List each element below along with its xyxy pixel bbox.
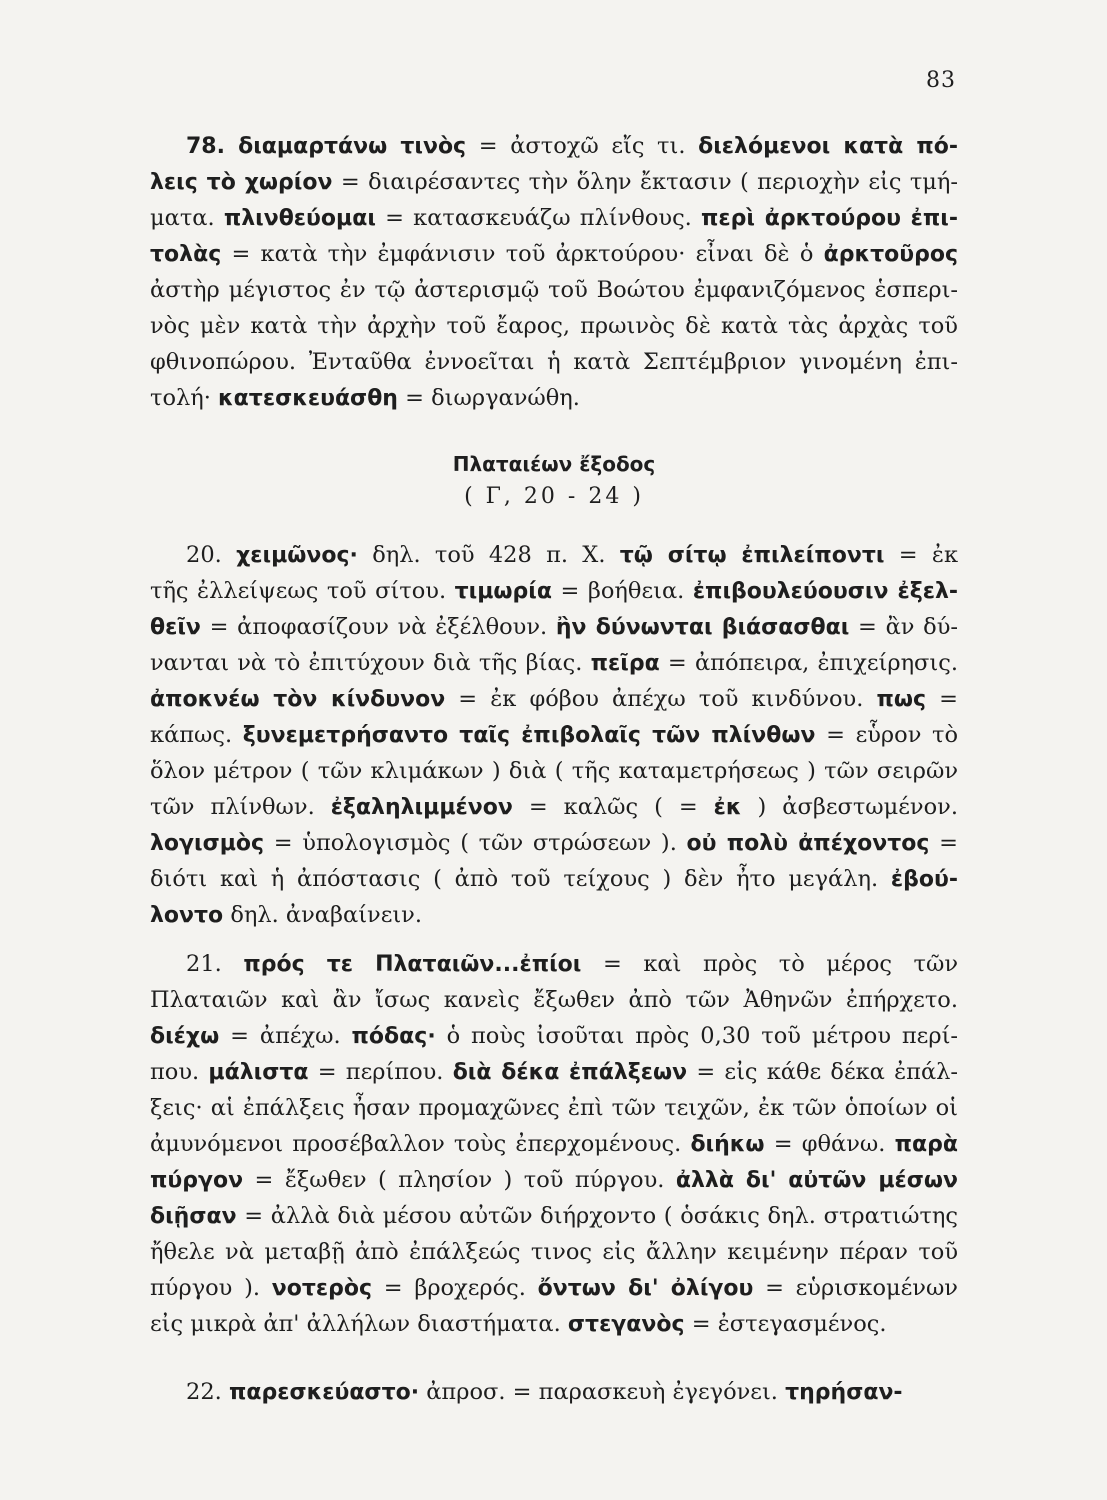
gloss-text: = κατὰ τὴν ἐμφάνισιν τοῦ ἀρκτούρου· εἶναι δὲ ὁ (221, 241, 824, 267)
text-line (150, 380, 958, 416)
lemma-term: ξυνεμετρήσαντο ταῖς ἐπιβολαῖς τῶν πλίνθων (242, 723, 816, 748)
gloss-text: = εἰς κάθε δέκα ἐπάλ- (687, 1059, 958, 1085)
gloss-text: ματα. (150, 205, 224, 231)
lemma-term: ἐπιβουλεύουσιν ἐξελ- (692, 579, 958, 604)
gloss-text: = ἀπέχω. (219, 1023, 352, 1049)
lemma-term: πως (876, 687, 927, 712)
lemma-term: 78. διαμαρτάνω τινὸς (186, 134, 467, 159)
gloss-text: ) ἀσβεστωμένον. (741, 794, 958, 820)
text-line (150, 1270, 958, 1306)
text-line (150, 982, 958, 1018)
lemma-term: ἐβού- (890, 867, 958, 892)
lemma-term: διελόμενοι κατὰ πό- (698, 134, 958, 159)
lemma-term: τιμωρία (454, 579, 552, 604)
lemma-term: ἀποκνέω τὸν κίνδυνον (150, 687, 446, 712)
lemma-term: χειμῶνος· (236, 543, 358, 568)
lemma-term: οὐ πολὺ ἀπέχοντος (686, 831, 930, 856)
lemma-term: ὄντων δι' ὀλίγου (537, 1276, 754, 1301)
gloss-text: 22. (186, 1379, 229, 1405)
text-line (150, 753, 958, 789)
text-line (150, 946, 958, 982)
lemma-term: διέχω (150, 1024, 220, 1049)
lemma-term: πεῖρα (590, 651, 660, 676)
text-line (150, 308, 958, 344)
text-line (150, 1374, 958, 1410)
gloss-text: δηλ. ἀναβαίνειν. (223, 902, 423, 928)
gloss-text: = (926, 686, 958, 712)
lemma-term: νοτερὸς (271, 1276, 373, 1301)
gloss-text: = ἀπόπειρα, ἐπιχείρησις. (659, 650, 958, 676)
gloss-text: = ἔξωθεν ( πλησίον ) τοῦ πύργου. (243, 1167, 676, 1193)
text-line (150, 825, 958, 861)
lemma-term: ἐκ (713, 795, 742, 820)
text-line (150, 609, 958, 645)
gloss-text: ἀστὴρ μέγιστος ἐν τῷ ἀστερισμῷ τοῦ Βοώτου ἐμφανιζόμενος ἑσπερι- (150, 277, 958, 303)
gloss-text: δηλ. τοῦ 428 π. Χ. (357, 542, 620, 568)
text-line (150, 1234, 958, 1270)
gloss-text: = (929, 830, 958, 856)
gloss-text: = ἐστεγασμένος. (684, 1311, 887, 1337)
text-line (150, 861, 958, 897)
lemma-term: τῷ σίτῳ ἐπιλείποντι (619, 543, 885, 568)
paragraph-22 (150, 1374, 958, 1410)
lemma-term: κατεσκευάσθη (218, 386, 398, 411)
lemma-term: πύργον (150, 1168, 244, 1193)
lemma-term: περὶ ἀρκτούρου ἐπι- (701, 206, 958, 231)
gloss-text: φθινοπώρου. Ἐνταῦθα ἐννοεῖται ἡ κατὰ Σεπτέμβριον γινομένη ἐπι- (150, 349, 958, 375)
gloss-text: 20. (186, 542, 237, 568)
gloss-text: που. (150, 1059, 209, 1085)
gloss-text: = ἀποφασίζουν νὰ ἐξέλθουν. (200, 614, 556, 640)
text-line (150, 236, 958, 272)
gloss-text: ἀπροσ. = παρασκευὴ ἐγεγόνει. (419, 1379, 786, 1405)
text-line (150, 789, 958, 825)
gloss-text: = βοήθεια. (551, 578, 693, 604)
gloss-text: κάπως. (150, 722, 243, 748)
gloss-text: = ἐκ φόβου ἀπέχω τοῦ κινδύνου. (445, 686, 877, 712)
gloss-text: ἤθελε νὰ μεταβῇ ἀπὸ ἐπάλξεώς τινος εἰς ἄλλην κειμένην πέραν τοῦ (150, 1239, 958, 1265)
gloss-text: ὁ ποὺς ἰσοῦται πρὸς 0,30 τοῦ μέτρου περί- (435, 1023, 958, 1049)
gloss-text: εἰς μικρὰ ἀπ' ἀλλήλων διαστήματα. (150, 1311, 568, 1337)
text-line (150, 1162, 958, 1198)
text-line (150, 1306, 958, 1342)
text-line (150, 272, 958, 308)
lemma-term: διῇσαν (150, 1204, 237, 1229)
lemma-term: λεις τὸ χωρίον (150, 170, 333, 195)
gloss-text: = ἂν δύ- (849, 614, 958, 640)
gloss-text: = εὗρον τὸ (815, 722, 958, 748)
text-line (150, 1126, 958, 1162)
text-line (150, 128, 958, 164)
gloss-text: νανται νὰ τὸ ἐπιτύχουν διὰ τῆς βίας. (150, 650, 591, 676)
gloss-text: = καλῶς ( = (512, 794, 714, 820)
lemma-term: διὰ δέκα ἐπάλξεων (452, 1060, 688, 1085)
gloss-text: 21. (186, 951, 244, 977)
gloss-text: = φθάνω. (764, 1131, 895, 1157)
gloss-text: = ἀστοχῶ εἴς τι. (466, 133, 699, 159)
lemma-term: ἐξαληλιμμένον (330, 795, 513, 820)
section-heading: Πλαταιέων ἔξοδος (452, 452, 656, 476)
gloss-text: = ἐκ (884, 542, 958, 568)
text-line (150, 164, 958, 200)
gloss-text: = ὑπολογισμὸς ( τῶν στρώσεων ). (264, 830, 687, 856)
gloss-text: = βροχερός. (372, 1275, 538, 1301)
lemma-term: πόδας· (351, 1024, 436, 1049)
gloss-text: τολή· (150, 385, 219, 411)
gloss-text: = ἀλλὰ διὰ μέσου αὐτῶν διήρχοντο ( ὁσάκις δηλ. στρατιώτης (236, 1203, 958, 1229)
lemma-term: ἢν δύνωνται βιάσασθαι (555, 615, 850, 640)
lemma-term: λογισμὸς (150, 831, 265, 856)
text-line (150, 573, 958, 609)
lemma-term: πλινθεύομαι (223, 206, 376, 231)
lemma-term: πρός τε Πλαταιῶν...ἐπίοι (243, 952, 582, 977)
lemma-term: στεγανὸς (567, 1312, 685, 1337)
gloss-text: = κατασκευάζω πλίνθους. (375, 205, 702, 231)
section-range: ( Γ, 20 - 24 ) (464, 484, 644, 509)
gloss-text: ὅλον μέτρον ( τῶν κλιμάκων ) διὰ ( τῆς καταμετρήσεως ) τῶν σειρῶν (150, 758, 958, 784)
gloss-text: ξεις· αἱ ἐπάλξεις ἦσαν προμαχῶνες ἐπὶ τῶν τειχῶν, ἐκ τῶν ὁποίων οἱ (150, 1095, 958, 1121)
gloss-text: = καὶ πρὸς τὸ μέρος τῶν (581, 951, 958, 977)
lemma-term: παρεσκεύαστο· (228, 1380, 420, 1405)
text-line (150, 645, 958, 681)
lemma-term: θεῖν (150, 615, 201, 640)
gloss-text: ἀμυνόμενοι προσέβαλλον τοὺς ἐπερχομένους. (150, 1131, 691, 1157)
gloss-text: = διωργανώθη. (397, 385, 580, 411)
gloss-text: νὸς μὲν κατὰ τὴν ἀρχὴν τοῦ ἔαρος, πρωινὸς δὲ κατὰ τὰς ἀρχὰς τοῦ (150, 313, 958, 339)
gloss-text: τῶν πλίνθων. (150, 794, 331, 820)
text-line (150, 717, 958, 753)
lemma-term: διήκω (690, 1132, 765, 1157)
lemma-term: μάλιστα (208, 1060, 309, 1085)
text-line (150, 681, 958, 717)
paragraph-21 (150, 946, 958, 1342)
lemma-term: τηρήσαν- (785, 1380, 903, 1405)
lemma-term: ἀλλὰ δι' αὐτῶν μέσων (675, 1168, 958, 1193)
gloss-text: = εὑρισκομένων (753, 1275, 958, 1301)
paragraph-20 (150, 537, 958, 933)
gloss-text: διότι καὶ ἡ ἀπόστασις ( ἀπὸ τοῦ τείχους ) δὲν ἦτο μεγάλη. (150, 866, 891, 892)
paragraph-78 (150, 128, 958, 416)
gloss-text: Πλαταιῶν καὶ ἂν ἴσως κανεὶς ἔξωθεν ἀπὸ τῶν Ἀθηνῶν ἐπήρχετο. (150, 987, 958, 1013)
text-line (150, 537, 958, 573)
text-line (150, 200, 958, 236)
gloss-text: πύργου ). (150, 1275, 272, 1301)
lemma-term: ἀρκτοῦρος (823, 242, 958, 267)
page-number: 83 (926, 68, 956, 93)
text-line (150, 1090, 958, 1126)
gloss-text: = διαιρέσαντες τὴν ὅλην ἔκτασιν ( περιοχὴν εἰς τμή- (332, 169, 958, 195)
text-line (150, 1018, 958, 1054)
lemma-term: παρὰ (894, 1132, 958, 1157)
lemma-term: τολὰς (150, 242, 222, 267)
gloss-text: = περίπου. (308, 1059, 453, 1085)
text-line (150, 344, 958, 380)
text-line (150, 1054, 958, 1090)
text-line (150, 897, 958, 933)
gloss-text: τῆς ἐλλείψεως τοῦ σίτου. (150, 578, 455, 604)
lemma-term: λοντο (150, 903, 224, 928)
text-line (150, 1198, 958, 1234)
